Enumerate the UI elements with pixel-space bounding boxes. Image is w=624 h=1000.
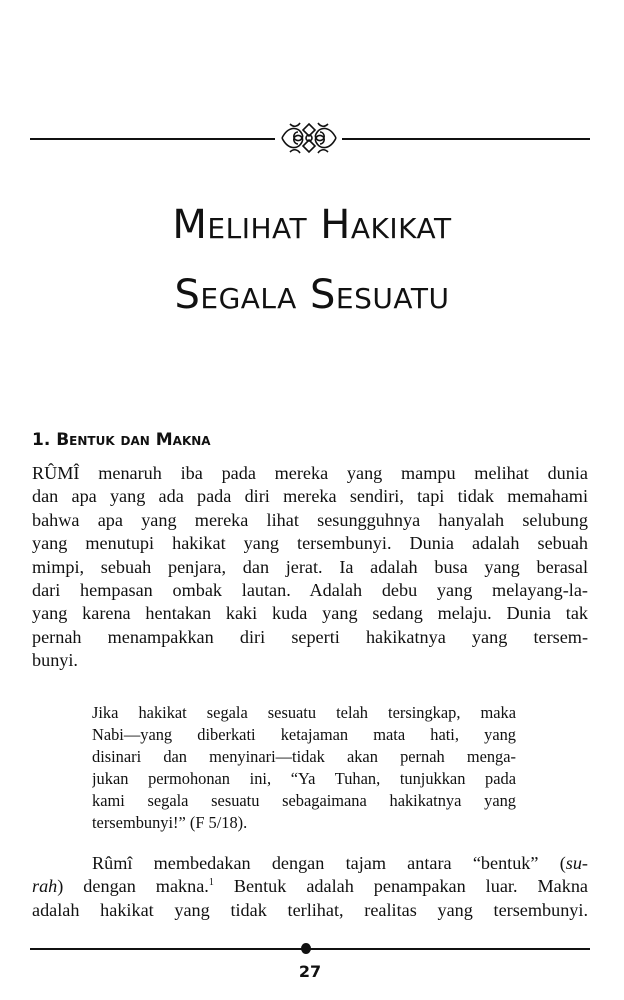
text-line: adalah hakikat yang tidak terlihat, realitas yang tersembunyi.	[32, 899, 588, 920]
text-line: mimpi, sebuah penjara, dan jerat. Ia adalah busa yang berasal	[32, 556, 588, 577]
quote-line: tersembunyi!” (F 5/18).	[92, 813, 248, 832]
text-line: bahwa apa yang mereka lihat sesungguhnya hanyalah selubung	[32, 509, 588, 530]
text-line: dari hempasan ombak lautan. Adalah debu yang melayang-la-	[32, 580, 588, 601]
header-ornament-divider	[30, 118, 590, 158]
body-paragraph-2	[32, 852, 588, 922]
arabesque-ornament-icon	[278, 120, 340, 156]
text-line: bunyi.	[32, 650, 78, 671]
section-heading: 1. Bentuk dan Makna	[32, 430, 211, 450]
chapter-title-line-2: Segala Sesuatu	[174, 272, 450, 318]
italic-term: su-	[565, 853, 588, 873]
text-line: pernah menampakkan diri seperti hakikatnya yang tersem-	[32, 626, 588, 647]
chapter-title-line-1: Melihat Hakikat	[172, 202, 452, 248]
text-run: ) dengan makna.	[57, 876, 209, 897]
divider-rule-left	[30, 138, 275, 140]
body-paragraph-1	[32, 462, 588, 673]
text-run: Bentuk adalah penampakan luar. Makna	[213, 876, 588, 897]
text-line	[32, 852, 588, 875]
chapter-title	[0, 190, 624, 330]
text-line: yang karena hentakan kaki kuda yang sedang melaju. Dunia tak	[32, 603, 588, 624]
page-footer	[30, 930, 590, 990]
quote-line: jukan permohonan ini, “Ya Tuhan, tunjukkan pada	[92, 769, 516, 788]
text-line: dan apa yang ada pada diri mereka sendiri, tapi tidak memahami	[32, 486, 588, 507]
quote-line: Jika hakikat segala sesuatu telah tersingkap, maka	[92, 703, 516, 722]
text-line: RÛMÎ menaruh iba pada mereka yang mampu melihat dunia	[32, 463, 588, 483]
text-run: Rûmî membedakan dengan tajam antara “bentuk” (	[92, 853, 566, 873]
footer-bullet-icon	[301, 943, 311, 954]
quote-line: Nabi—yang diberkati ketajaman mata hati, yang	[92, 725, 516, 744]
quote-line: kami segala sesuatu sebagaimana hakikatnya yang	[92, 791, 516, 810]
footnote-marker[interactable]: 1	[208, 877, 214, 889]
italic-term: rah	[32, 876, 58, 897]
page-number: 27	[298, 962, 322, 981]
quote-line: disinari dan menyinari—tidak akan pernah menga-	[92, 747, 516, 766]
divider-rule-right	[342, 138, 590, 140]
text-line	[32, 875, 588, 898]
text-line: yang menutupi hakikat yang tersembunyi. Dunia adalah sebuah	[32, 533, 588, 554]
block-quote	[92, 702, 516, 834]
